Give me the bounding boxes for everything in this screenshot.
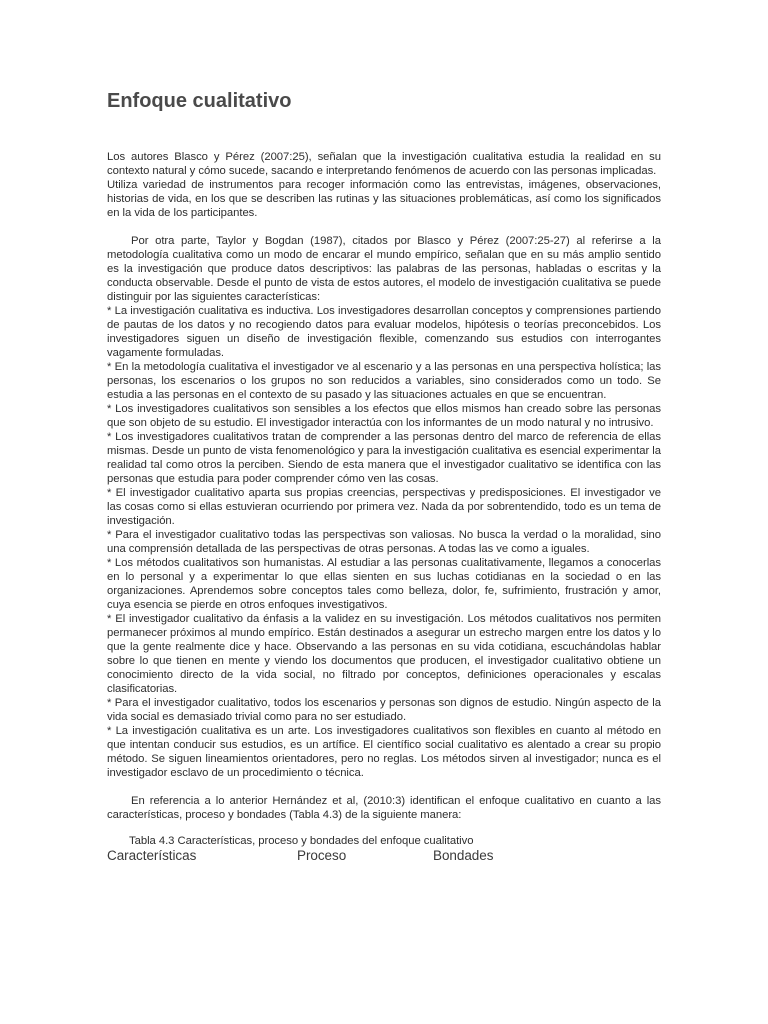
characteristic-item: * En la metodología cualitativa el investigador ve al escenario y a las personas en una perspectiva holística; las personas, los escenarios o los grupos no son reducidos a variables, sino considerados como un todo. Se estudia a las personas en el contexto de su pasado y las situaciones actuales en que se encuentran. <box>107 361 661 401</box>
characteristic-item: * La investigación cualitativa es un arte. Los investigadores cualitativos son flexibles en cuanto al método en que intentan conducir sus estudios, es un artífice. El científico social cualitativo es alentado a crear su propio método. Se siguen lineamientos orientadores, pero no reglas. Los métodos sirven al investigador; nunca es el investigador esclavo de un procedimiento o técnica. <box>107 725 661 779</box>
characteristic-item: * Los investigadores cualitativos son sensibles a los efectos que ellos mismos han creado sobre las personas que son objeto de su estudio. El investigador interactúa con los informantes de un modo natural y no intrusivo. <box>107 403 661 429</box>
characteristic-item: * Los investigadores cualitativos tratan de comprender a las personas dentro del marco de referencia de ellas mismas. Desde un punto de vista fenomenológico y para la investigación cualitativa es esencial experimentar la realidad tal como otros la perciben. Siendo de esta manera que el investigador cualitativo se identifica con las personas que estudia para poder comprender cómo ven las cosas. <box>107 431 661 485</box>
table-header-benefits: Bondades <box>433 848 494 863</box>
document-body <box>107 150 661 866</box>
table-header-process: Proceso <box>297 848 347 863</box>
characteristic-item: * Los métodos cualitativos son humanistas. Al estudiar a las personas cualitativamente, llegamos a conocerlas en lo personal y a experimentar lo que ellas sienten en sus luchas cotidianas en la sociedad o en las organizaciones. Aprendemos sobre conceptos tales como belleza, dolor, fe, sufrimiento, frustración y amor, cuya esencia se pierde en otros enfoques investigativos. <box>107 557 661 611</box>
characteristic-item: * El investigador cualitativo da énfasis a la validez en su investigación. Los métodos cualitativos nos permiten permanecer próximos al mundo empírico. Están destinados a asegurar un estrecho margen entre los datos y lo que la gente realmente dice y hace. Observando a las personas en su vida cotidiana, escuchándolas hablar sobre lo que tienen en mente y viendo los documentos que producen, el investigador cualitativo obtiene un conocimiento directo de la vida social, no filtrado por conceptos, definiciones operacionales y escalas clasificatorias. <box>107 613 661 695</box>
table-header-row <box>107 848 661 866</box>
taylor-bogdan-paragraph: Por otra parte, Taylor y Bogdan (1987), citados por Blasco y Pérez (2007:25-27) al referirse a la metodología cualitativa como un modo de encarar el mundo empírico, señalan que en su más amplio sentido es la investigación que produce datos descriptivos: las palabras de las personas, habladas o escritas y la conducta observable. Desde el punto de vista de estos autores, el modelo de investigación cualitativa se puede distinguir por las siguientes características: <box>107 235 661 303</box>
spacer <box>107 822 661 834</box>
spacer <box>107 780 661 794</box>
hernandez-paragraph: En referencia a lo anterior Hernández et al, (2010:3) identifican el enfoque cualitativo en cuanto a las características, proceso y bondades (Tabla 4.3) de la siguiente manera: <box>107 795 661 821</box>
characteristic-item: * Para el investigador cualitativo todas las perspectivas son valiosas. No busca la verdad o la moralidad, sino una comprensión detallada de las perspectivas de otras personas. A todas las ve como a iguales. <box>107 529 661 555</box>
characteristic-item: * El investigador cualitativo aparta sus propias creencias, perspectivas y predisposiciones. El investigador ve las cosas como si ellas estuvieran ocurriendo por primera vez. Nada da por sobrentendido, todo es un tema de investigación. <box>107 487 661 527</box>
page-title: Enfoque cualitativo <box>107 90 292 112</box>
table-header-characteristics: Características <box>107 848 197 863</box>
spacer <box>107 220 661 234</box>
intro-paragraph-1: Los autores Blasco y Pérez (2007:25), señalan que la investigación cualitativa estudia la realidad en su contexto natural y cómo sucede, sacando e interpretando fenómenos de acuerdo con las personas implicadas. <box>107 151 661 177</box>
characteristic-item: * La investigación cualitativa es inductiva. Los investigadores desarrollan conceptos y comprensiones partiendo de pautas de los datos y no recogiendo datos para evaluar modelos, hipótesis o teorías preconcebidos. Los investigadores siguen un diseño de investigación flexible, comenzando sus estudios con interrogantes vagamente formuladas. <box>107 305 661 359</box>
intro-paragraph-2: Utiliza variedad de instrumentos para recoger información como las entrevistas, imágenes, observaciones, historias de vida, en los que se describen las rutinas y las situaciones problemáticas, así como los significados en la vida de los participantes. <box>107 179 661 219</box>
table-caption: Tabla 4.3 Características, proceso y bondades del enfoque cualitativo <box>129 835 474 847</box>
characteristic-item: * Para el investigador cualitativo, todos los escenarios y personas son dignos de estudio. Ningún aspecto de la vida social es demasiado trivial como para no ser estudiado. <box>107 697 661 723</box>
